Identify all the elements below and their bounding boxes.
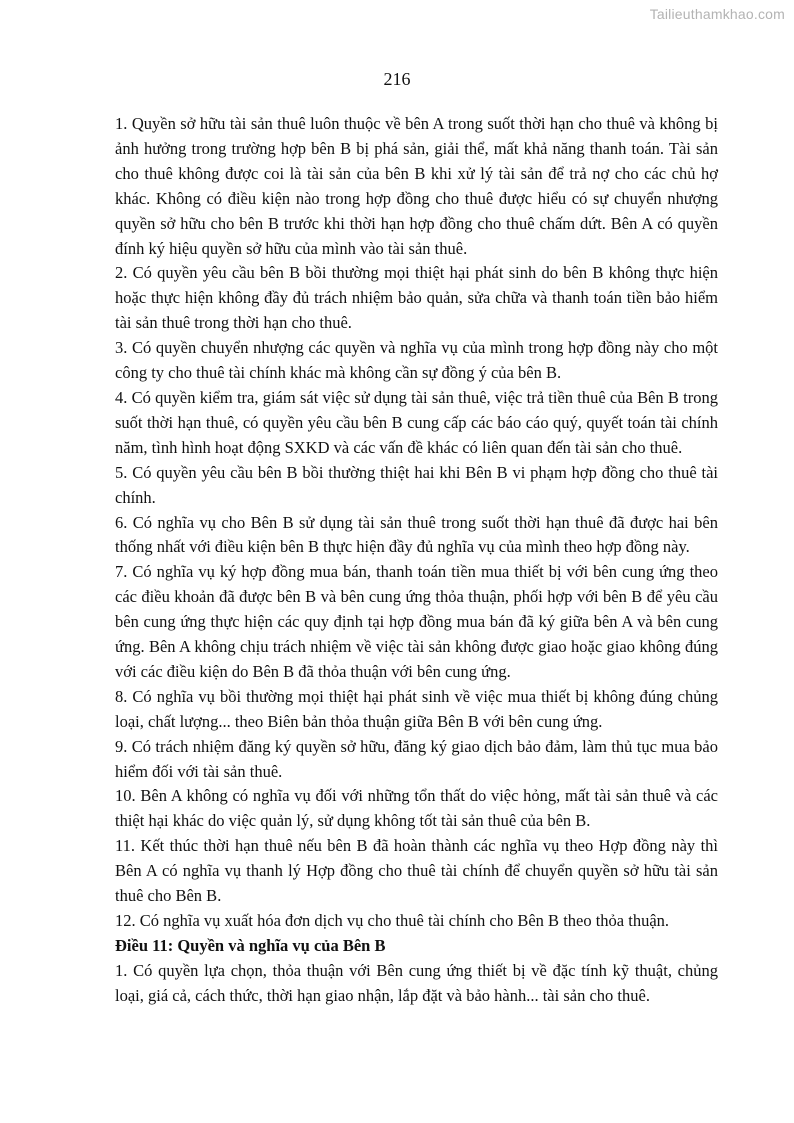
- document-body: [115, 112, 718, 1009]
- paragraph-2: 2. Có quyền yêu cầu bên B bồi thường mọi thiệt hại phát sinh do bên B không thực hiện hoặc thực hiện không đầy đủ trách nhiệm bảo quản, sửa chữa và thanh toán tiền bảo hiểm tài sản thuê trong thời hạn cho thuê.: [115, 263, 718, 333]
- paragraph-7: 7. Có nghĩa vụ ký hợp đồng mua bán, thanh toán tiền mua thiết bị với bên cung ứng theo các điều khoản đã được bên B và bên cung ứng thỏa thuận, phối hợp với bên B để yêu cầu bên cung ứng thực hiện các quy định tại hợp đồng mua bán đã ký giữa bên A và bên cung ứng. Bên A không chịu trách nhiệm về việc tài sản không được giao hoặc giao không đúng với các điều kiện do Bên B đã thỏa thuận với bên cung ứng.: [115, 562, 718, 681]
- watermark: Tailieuthamkhao.com: [649, 6, 785, 22]
- paragraph-8: 8. Có nghĩa vụ bồi thường mọi thiệt hại phát sinh về việc mua thiết bị không đúng chủng loại, chất lượng... theo Biên bản thỏa thuận giữa Bên B với bên cung ứng.: [115, 686, 718, 731]
- paragraph-1: 1. Quyền sở hữu tài sản thuê luôn thuộc về bên A trong suốt thời hạn cho thuê và không bị ảnh hưởng trong trường hợp bên B bị phá sản, giải thể, mất khả năng thanh toán. Tài sản cho thuê không được coi là tài sản của bên B khi xử lý tài sản để trả nợ cho các chủ hợ khác. Không có điều kiện nào trong hợp đồng cho thuê được hiểu có sự chuyển nhượng quyền sở hữu cho bên B trước khi thời hạn hợp đồng cho thuê chấm dứt. Bên A có quyền đính ký hiệu quyền sở hữu của mình vào tài sản thuê.: [115, 114, 718, 258]
- section-paragraph-1: 1. Có quyền lựa chọn, thỏa thuận với Bên cung ứng thiết bị về đặc tính kỹ thuật, chủng loại, giá cả, cách thức, thời hạn giao nhận, lắp đặt và bảo hành... tài sản cho thuê.: [115, 960, 718, 1005]
- paragraph-9: 9. Có trách nhiệm đăng ký quyền sở hữu, đăng ký giao dịch bảo đảm, làm thủ tục mua bảo hiểm đối với tài sản thuê.: [115, 736, 718, 781]
- paragraph-11: 11. Kết thúc thời hạn thuê nếu bên B đã hoàn thành các nghĩa vụ theo Hợp đồng này thì Bên A có nghĩa vụ thanh lý Hợp đồng cho thuê tài chính để chuyển quyền sở hữu tài sản thuê cho Bên B.: [115, 836, 718, 906]
- paragraph-3: 3. Có quyền chuyển nhượng các quyền và nghĩa vụ của mình trong hợp đồng này cho một công ty cho thuê tài chính khác mà không cần sự đồng ý của bên B.: [115, 338, 718, 383]
- paragraph-5: 5. Có quyền yêu cầu bên B bồi thường thiệt hai khi Bên B vi phạm hợp đồng cho thuê tài chính.: [115, 462, 718, 507]
- section-heading: Điều 11: Quyền và nghĩa vụ của Bên B: [115, 935, 386, 955]
- page-number: 216: [383, 69, 411, 89]
- paragraph-10: 10. Bên A không có nghĩa vụ đối với những tổn thất do việc hỏng, mất tài sản thuê và các thiệt hại khác do việc quản lý, sử dụng không tốt tài sản thuê của bên B.: [115, 786, 718, 831]
- paragraph-6: 6. Có nghĩa vụ cho Bên B sử dụng tài sản thuê trong suốt thời hạn thuê đã được hai bên thống nhất với điều kiện bên B thực hiện đầy đủ nghĩa vụ của mình theo hợp đồng này.: [115, 512, 718, 557]
- paragraph-4: 4. Có quyền kiểm tra, giám sát việc sử dụng tài sản thuê, việc trả tiền thuê của Bên B trong suốt thời hạn thuê, có quyền yêu cầu bên B cung cấp các báo cáo quý, quyết toán tài chính năm, tình hình hoạt động SXKD và các vấn đề khác có liên quan đến tài sản cho thuê.: [115, 387, 718, 457]
- paragraph-12: 12. Có nghĩa vụ xuất hóa đơn dịch vụ cho thuê tài chính cho Bên B theo thỏa thuận.: [115, 911, 670, 930]
